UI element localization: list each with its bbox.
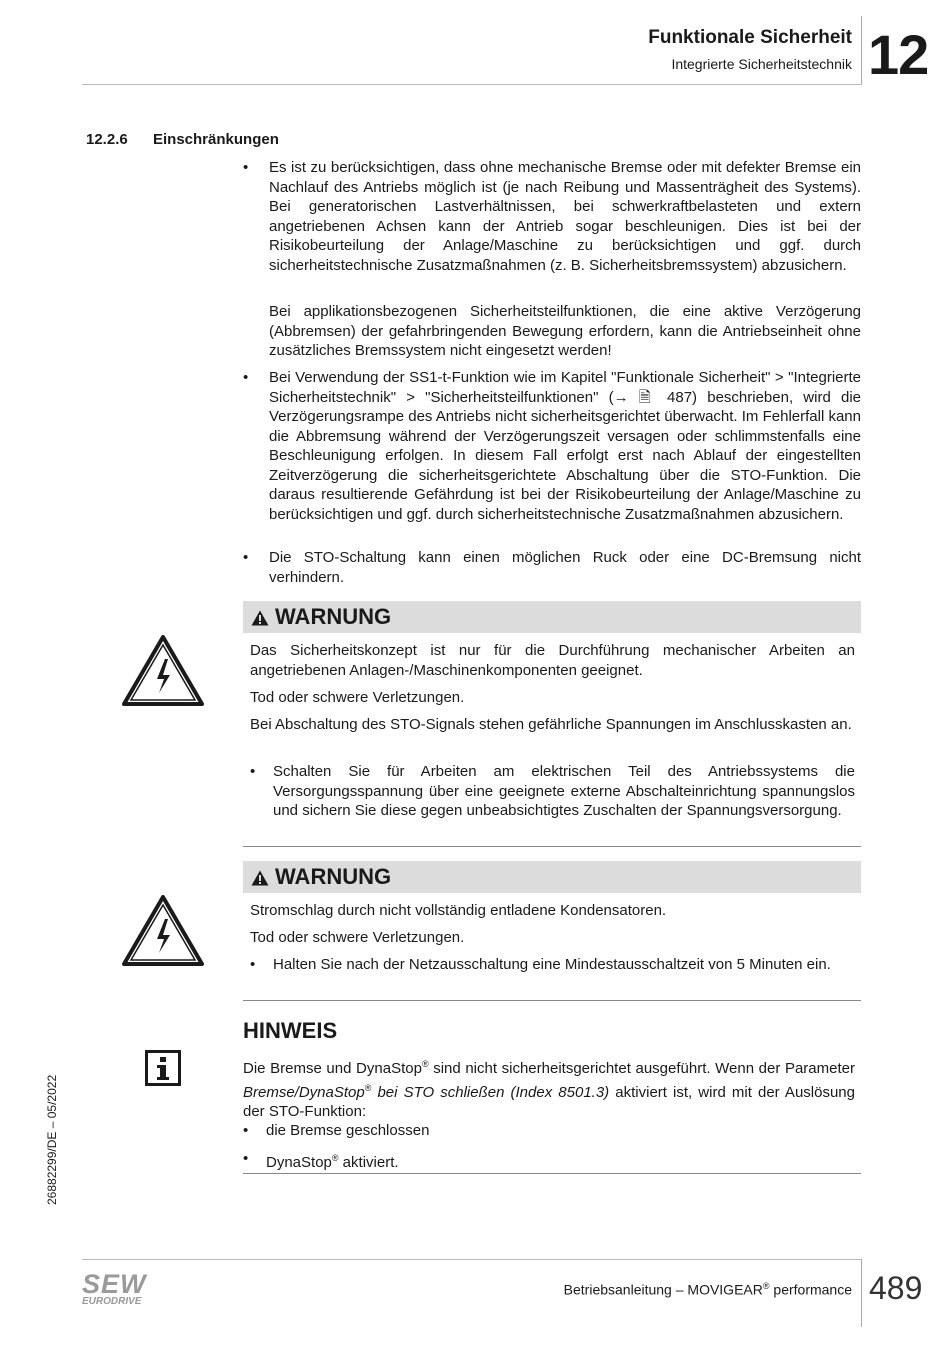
- warning-rule: [243, 1000, 861, 1001]
- section-title: Einschränkungen: [153, 131, 279, 148]
- high-voltage-icon: [121, 634, 205, 708]
- header-rule: [82, 84, 862, 85]
- footer-document-title: Betriebsanleitung – MOVIGEAR® performance: [563, 1281, 852, 1298]
- section-number: 12.2.6: [86, 131, 128, 148]
- bullet-marker: •: [243, 369, 249, 386]
- bullet-marker: •: [243, 1150, 249, 1167]
- warning-text: Stromschlag durch nicht vollständig entladene Kondensatoren.: [250, 902, 667, 919]
- bullet-marker: •: [250, 956, 256, 973]
- document-id: 26882299/DE – 05/2022: [45, 1074, 59, 1205]
- bullet-paragraph: Bei Verwendung der SS1-t-Funktion wie im Kapitel "Funktionale Sicherheit" > "Integrierte Sicherheitstechnik" > "Sicherheitsteilfunktionen" (→ 🗎 487) beschrieben, wird die Verzögerungsrampe des Antriebs nicht sicherheitsgerichtet überwacht. Im Fehlerfall kann die Abbremsung während der Verzögerungszeit versagen oder schlimmstenfalls eine Beschleunigung erfolgen. In diesem Fall erfolgt erst nach Ablauf der eingestellten Zeitverzögerung die sicherheitsgerichtete Abschaltung über die STO-Funktion. Die daraus resultierende Gefährdung ist bei der Risikobeurteilung der Anlage/Maschine zu berücksichtigen und ggf. durch sicherheitstechnische Zusatzmaßnahmen abzusichern.: [269, 369, 861, 523]
- bullet-marker: •: [243, 159, 249, 176]
- page-number: 489: [869, 1270, 923, 1306]
- warning-text: Das Sicherheitskonzept ist nur für die Durchführung mechanischer Arbeiten an angetriebenen Anlagen-/Maschinenkomponenten geeignet.: [250, 642, 855, 679]
- warning-rule: [243, 846, 861, 847]
- header-divider: [861, 16, 862, 84]
- high-voltage-icon: [121, 894, 205, 968]
- warning-text: Bei Abschaltung des STO-Signals stehen gefährliche Spannungen im Anschlusskasten an.: [250, 716, 852, 733]
- note-rule: [243, 1173, 861, 1174]
- warning-header: [243, 601, 861, 633]
- warning-consequence: Tod oder schwere Verletzungen.: [250, 929, 465, 946]
- warning-label: WARNUNG: [275, 864, 392, 889]
- bullet-paragraph-extra: Bei applikationsbezogenen Sicherheitsteilfunktionen, die eine aktive Verzögerung (Abbremsen) der gefahrbringenden Bewegung erfordern, kann die Antriebseinheit ohne zusätzliches Bremssystem nicht eingesetzt werden!: [269, 303, 861, 359]
- info-icon: [145, 1050, 181, 1086]
- warning-triangle-icon: [251, 870, 269, 886]
- note-text: Die Bremse und DynaStop® sind nicht sicherheitsgerichtet ausgeführt. Wenn der Parameter Bremse/DynaStop® bei STO schließen (Index 8501.3) aktiviert ist, wird mit der Auslösung der STO-Funktion:: [243, 1059, 855, 1120]
- warning-action: Halten Sie nach der Netzausschaltung eine Mindestausschaltzeit von 5 Minuten ein.: [273, 956, 831, 973]
- note-label: HINWEIS: [243, 1018, 338, 1043]
- bullet-marker: •: [243, 549, 249, 566]
- warning-label: WARNUNG: [275, 604, 392, 629]
- warning-action: Schalten Sie für Arbeiten am elektrischen Teil des Antriebssystems die Versorgungsspannung über eine geeignete externe Abschalteinrichtung spannungslos und sichern Sie diese gegen unbeabsichtigtes Zuschalten der Spannungsversorgung.: [273, 763, 855, 819]
- warning-consequence: Tod oder schwere Verletzungen.: [250, 689, 465, 706]
- chapter-number: 12: [868, 23, 929, 86]
- note-item: DynaStop® aktiviert.: [266, 1153, 399, 1171]
- bullet-marker: •: [243, 1122, 249, 1139]
- note-item: die Bremse geschlossen: [266, 1122, 430, 1139]
- warning-triangle-icon: [251, 610, 269, 626]
- bullet-paragraph: Es ist zu berücksichtigen, dass ohne mechanische Bremse oder mit defekter Bremse ein Nachlauf des Antriebs möglich ist (je nach Reibung und Massenträgheit des Systems). Bei generatorischen Lastverhältnissen, bei schwerkraftbelasteten und extern angetriebenen Achsen kann der Antrieb sogar beschleunigen. Dies ist bei der Risikobeurteilung der Anlage/Maschine zu berücksichtigen und ggf. durch sicherheitstechnische Zusatzmaßnahmen (z. B. Sicherheitsbremssystem) abzusichern.: [269, 159, 861, 274]
- bullet-paragraph: Die STO-Schaltung kann einen möglichen Ruck oder eine DC-Bremsung nicht verhindern.: [269, 549, 861, 586]
- sew-logo: SEW EURODRIVE: [82, 1269, 147, 1307]
- header-subtitle: Integrierte Sicherheitstechnik: [671, 56, 852, 72]
- bullet-marker: •: [250, 763, 256, 780]
- footer-divider: [861, 1259, 862, 1327]
- header-title: Funktionale Sicherheit: [648, 27, 852, 48]
- footer-rule: [82, 1259, 862, 1260]
- warning-header: [243, 861, 861, 893]
